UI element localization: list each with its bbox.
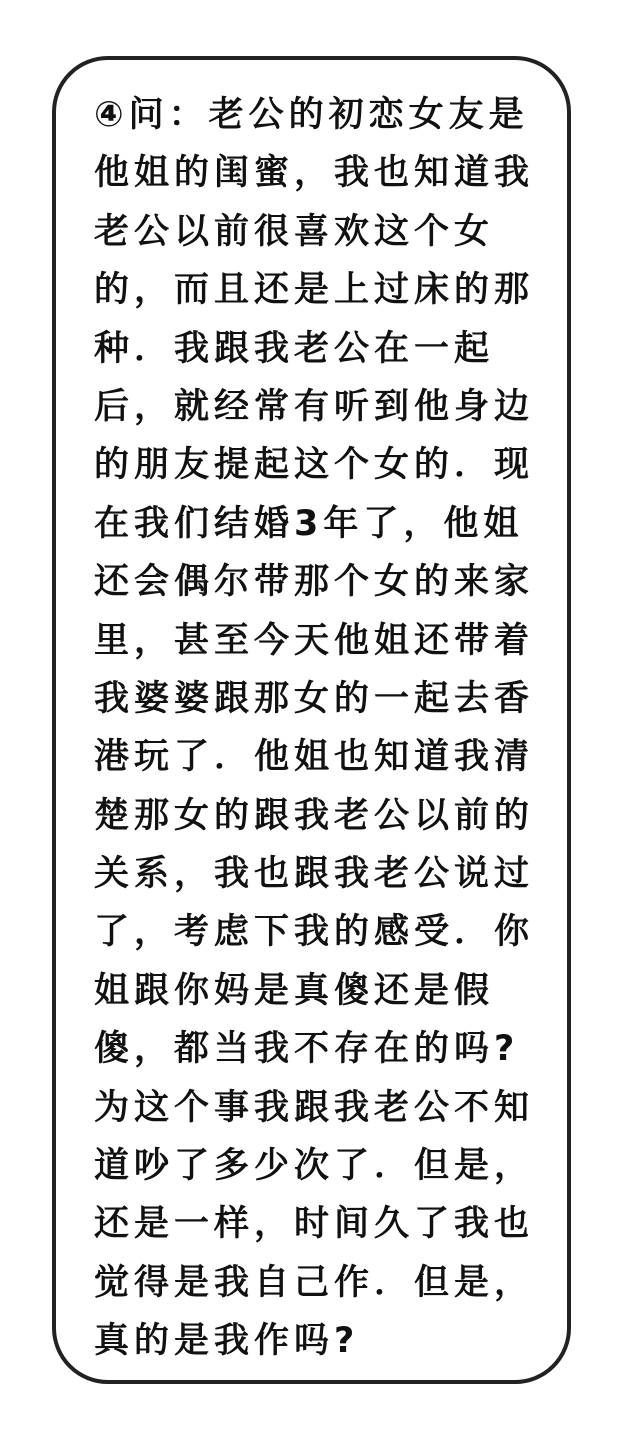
text-line: 道吵了多少次了．但是， [94,1146,535,1187]
text-line: 关系，我也跟我老公说过 [94,854,535,895]
text-line: 港玩了．他姐也知道我清 [94,737,535,778]
text-line: 种．我跟我老公在一起 [94,328,495,369]
text-line: 我婆婆跟那女的一起去香 [94,678,535,719]
question-text [94,86,544,1371]
text-line: 觉得是我自己作．但是， [94,1262,535,1303]
text-line: 的，而且还是上过床的那 [94,270,535,311]
text-line: 他姐的闺蜜，我也知道我 [94,153,535,194]
text-line: 了，考虑下我的感受．你 [94,912,535,953]
text-line: 还会偶尔带那个女的来家 [94,562,535,603]
text-line: 傻，都当我不存在的吗? [94,1029,520,1070]
text-line: 还是一样，时间久了我也 [94,1204,535,1245]
text-line: 姐跟你妈是真傻还是假 [94,970,495,1011]
text-line: 里，甚至今天他姐还带着 [94,620,535,661]
text-line: 后，就经常有听到他身边 [94,386,535,427]
text-line: ④问：老公的初恋女友是 [94,95,529,135]
text-line: 楚那女的跟我老公以前的 [94,795,535,836]
text-line: 的朋友提起这个女的．现 [94,445,535,486]
text-line: 为这个事我跟我老公不知 [94,1087,535,1128]
text-line: 在我们结婚3年了，他姐 [94,503,524,544]
text-line: 真的是我作吗? [94,1321,360,1362]
text-line: 老公以前很喜欢这个女 [94,211,495,252]
